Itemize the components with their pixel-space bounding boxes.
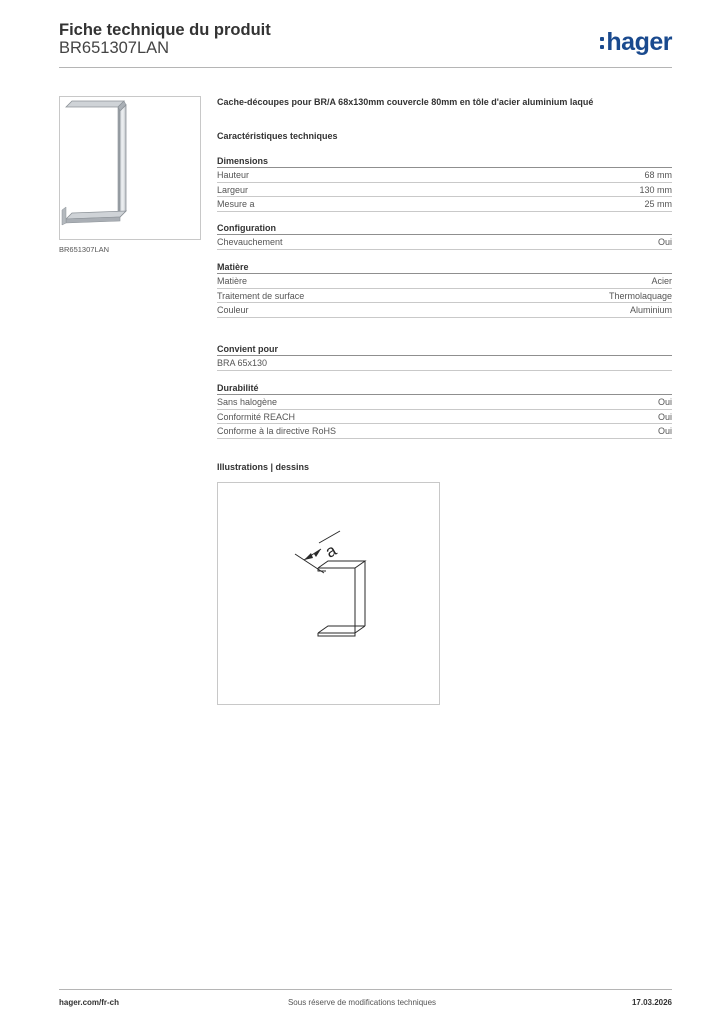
- hager-logo: [600, 28, 672, 57]
- header-divider: [59, 67, 672, 68]
- dimension-label: a: [322, 540, 340, 562]
- spec-label: Traitement de surface: [217, 290, 305, 301]
- spec-row: [217, 303, 672, 318]
- group-material: [217, 262, 672, 318]
- spec-value: 130 mm: [639, 184, 672, 195]
- footer-notice: Sous réserve de modifications techniques: [287, 998, 437, 1007]
- spec-value: Aluminium: [629, 305, 672, 315]
- product-image-caption: BR651307LAN: [59, 245, 110, 254]
- spec-row: [217, 356, 672, 371]
- dimension-drawing: [218, 483, 439, 704]
- spec-label: Sans halogène: [217, 397, 278, 407]
- illustration-drawing: [217, 482, 440, 705]
- spec-value: 68 mm: [644, 170, 672, 180]
- product-description: Cache-découpes pour BR/A 68x130mm couvercle 80mm en tôle d'acier aluminium laqué: [217, 97, 594, 107]
- group-configuration: [217, 223, 672, 250]
- spec-value: Thermolaquage: [608, 290, 672, 301]
- product-image: [59, 96, 201, 240]
- spec-label: Chevauchement: [217, 237, 283, 247]
- spec-value: Acier: [651, 276, 672, 286]
- spec-label: Couleur: [217, 305, 249, 315]
- spec-label: Largeur: [217, 184, 249, 195]
- spec-row: [217, 395, 672, 410]
- cover-bracket-icon: [60, 97, 200, 239]
- spec-row: [217, 424, 672, 439]
- spec-label: Matière: [217, 276, 248, 286]
- group-heading: Dimensions: [217, 156, 672, 168]
- group-suitable-for: [217, 344, 672, 371]
- spec-row: [217, 274, 672, 289]
- spec-value: Oui: [657, 397, 672, 407]
- footer-date: 17.03.2026: [631, 998, 672, 1007]
- page-title: Fiche technique du produit: [59, 21, 271, 39]
- spec-row: [217, 197, 672, 212]
- spec-row: [217, 168, 672, 183]
- group-heading: Convient pour: [217, 344, 672, 356]
- illustrations-heading: Illustrations | dessins: [217, 462, 310, 472]
- logo-dots-icon: [600, 37, 604, 49]
- group-heading: Matière: [217, 262, 672, 274]
- footer-divider: [59, 989, 672, 990]
- characteristics-heading: Caractéristiques techniques: [217, 131, 338, 141]
- spec-row: [217, 410, 672, 425]
- logo-text: hager: [606, 28, 672, 56]
- group-heading: Durabilité: [217, 383, 672, 395]
- spec-value: Oui: [657, 426, 672, 436]
- spec-label: BRA 65x130: [217, 358, 268, 368]
- spec-label: Hauteur: [217, 170, 250, 180]
- group-durability: [217, 383, 672, 439]
- spec-row: [217, 289, 672, 304]
- spec-row: [217, 235, 672, 250]
- arrow-head-icon: [304, 553, 313, 560]
- spec-value: Oui: [657, 237, 672, 247]
- spec-row: [217, 183, 672, 198]
- group-heading: Configuration: [217, 223, 672, 235]
- spec-label: Mesure a: [217, 199, 255, 209]
- group-dimensions: [217, 156, 672, 212]
- footer-website-link[interactable]: hager.com/fr-ch: [59, 998, 120, 1007]
- spec-label: Conforme à la directive RoHS: [217, 426, 337, 436]
- spec-value: 25 mm: [644, 199, 672, 209]
- product-reference: BR651307LAN: [59, 39, 170, 57]
- spec-label: Conformité REACH: [217, 411, 296, 422]
- spec-value: Oui: [657, 411, 672, 422]
